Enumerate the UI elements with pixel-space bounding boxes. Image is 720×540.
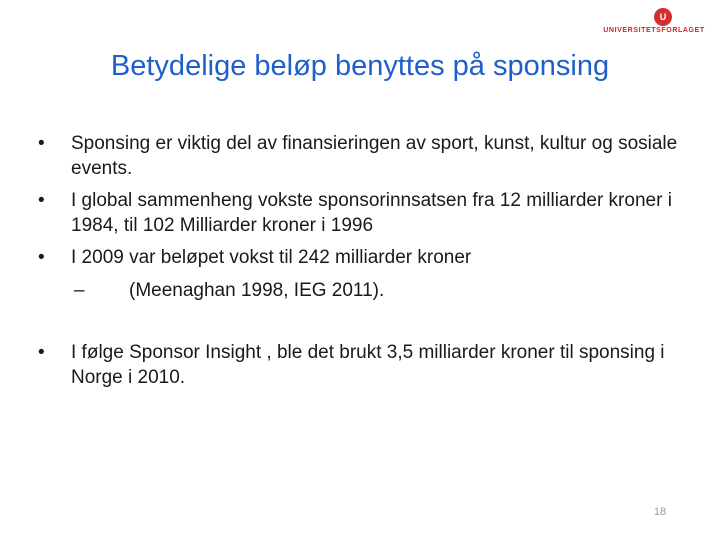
bullet-item (38, 188, 688, 238)
slide-body (38, 131, 688, 390)
bullet-item (38, 340, 688, 390)
spacer (38, 303, 688, 340)
bullet-icon: • (38, 133, 45, 154)
bullet-icon: • (38, 247, 45, 268)
bullet-text: I følge Sponsor Insight , ble det brukt 3,5 milliarder kroner til sponsing i Norge i 2010. (71, 342, 665, 388)
publisher-logo (598, 8, 710, 38)
bullet-text: Sponsing er viktig del av finansieringen av sport, kunst, kultur og sosiale events. (71, 133, 678, 179)
bullet-icon: • (38, 190, 45, 211)
bullet-item (38, 245, 688, 270)
sub-bullet-item (38, 278, 688, 303)
page-number: 18 (653, 506, 667, 518)
bullet-text: I 2009 var beløpet vokst til 242 milliarder kroner (71, 247, 472, 268)
logo-text: UNIVERSITETSFORLAGET (603, 27, 705, 34)
bullet-item (38, 131, 688, 181)
logo-mark-icon: U (654, 8, 672, 26)
bullet-text: I global sammenheng vokste sponsorinnsatsen fra 12 milliarder kroner i 1984, til 102 Milliarder kroner i 1996 (71, 190, 672, 236)
slide-title: Betydelige beløp benyttes på sponsing (110, 50, 610, 82)
sub-bullet-text: (Meenaghan 1998, IEG 2011). (129, 280, 385, 301)
dash-icon: – (74, 280, 85, 301)
bullet-icon: • (38, 342, 45, 363)
